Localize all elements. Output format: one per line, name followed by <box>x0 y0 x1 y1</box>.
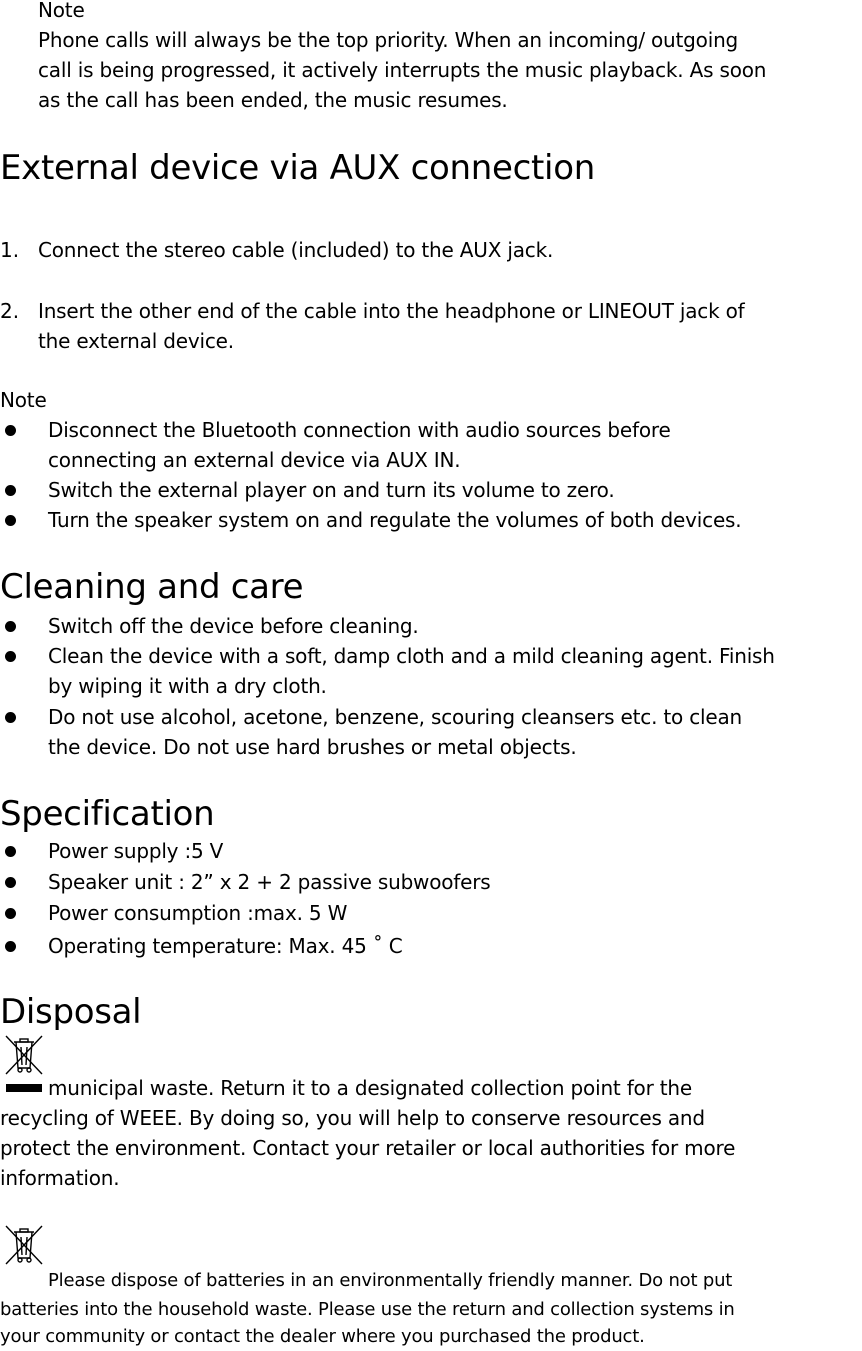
note-text: Disconnect the Bluetooth connection with audio sources before <box>48 418 671 442</box>
crossed-bin-icon <box>2 1032 46 1076</box>
spec-item: Speaker unit : 2” x 2 + 2 passive subwoofers <box>48 870 491 894</box>
battery-text: your community or contact the dealer where you purchased the product. <box>0 1326 645 1347</box>
crossed-battery-bin-icon <box>2 1222 46 1266</box>
cleaning-heading: Cleaning and care <box>0 567 304 607</box>
note-text: Switch the external player on and turn its volume to zero. <box>48 478 615 502</box>
top-note-line: call is being progressed, it actively interrupts the music playback. As soon <box>38 58 767 82</box>
weee-text: municipal waste. Return it to a designated collection point for the <box>48 1076 692 1100</box>
bullet-icon <box>5 846 16 857</box>
aux-heading: External device via AUX connection <box>0 148 595 188</box>
bullet-icon <box>5 651 16 662</box>
note-text: Turn the speaker system on and regulate the volumes of both devices. <box>48 508 742 532</box>
battery-text: batteries into the household waste. Please use the return and collection systems in <box>0 1299 735 1320</box>
spec-item: Power supply :5 V <box>48 839 224 863</box>
bin-underline-bar <box>6 1084 42 1092</box>
spec-item: Operating temperature: Max. 45 ˚ C <box>48 934 403 958</box>
step-number: 2. <box>0 299 20 323</box>
weee-text: protect the environment. Contact your retailer or local authorities for more <box>0 1136 736 1160</box>
note-text: connecting an external device via AUX IN. <box>48 448 461 472</box>
top-note-line: as the call has been ended, the music resumes. <box>38 88 508 112</box>
aux-note-label: Note <box>0 388 47 412</box>
cleaning-text: the device. Do not use hard brushes or metal objects. <box>48 735 577 759</box>
bullet-icon <box>5 485 16 496</box>
bullet-icon <box>5 515 16 526</box>
spec-heading: Specification <box>0 794 215 834</box>
top-note-label: Note <box>38 0 85 22</box>
weee-text: information. <box>0 1166 120 1190</box>
battery-text: Please dispose of batteries in an environmentally friendly manner. Do not put <box>48 1270 733 1291</box>
bullet-icon <box>5 908 16 919</box>
cleaning-text: Switch off the device before cleaning. <box>48 614 419 638</box>
bullet-icon <box>5 712 16 723</box>
bullet-icon <box>5 941 16 952</box>
cleaning-text: Clean the device with a soft, damp cloth and a mild cleaning agent. Finish <box>48 644 775 668</box>
disposal-heading: Disposal <box>0 992 142 1032</box>
step-text: Connect the stereo cable (included) to the AUX jack. <box>38 238 554 262</box>
bullet-icon <box>5 621 16 632</box>
step-text: Insert the other end of the cable into the headphone or LINEOUT jack of <box>38 299 745 323</box>
bullet-icon <box>5 877 16 888</box>
weee-text: recycling of WEEE. By doing so, you will help to conserve resources and <box>0 1106 705 1130</box>
cleaning-text: by wiping it with a dry cloth. <box>48 674 327 698</box>
step-number: 1. <box>0 238 20 262</box>
bullet-icon <box>5 425 16 436</box>
cleaning-text: Do not use alcohol, acetone, benzene, scouring cleansers etc. to clean <box>48 705 743 729</box>
step-text: the external device. <box>38 329 234 353</box>
spec-item: Power consumption :max. 5 W <box>48 901 348 925</box>
top-note-line: Phone calls will always be the top priority. When an incoming/ outgoing <box>38 28 739 52</box>
